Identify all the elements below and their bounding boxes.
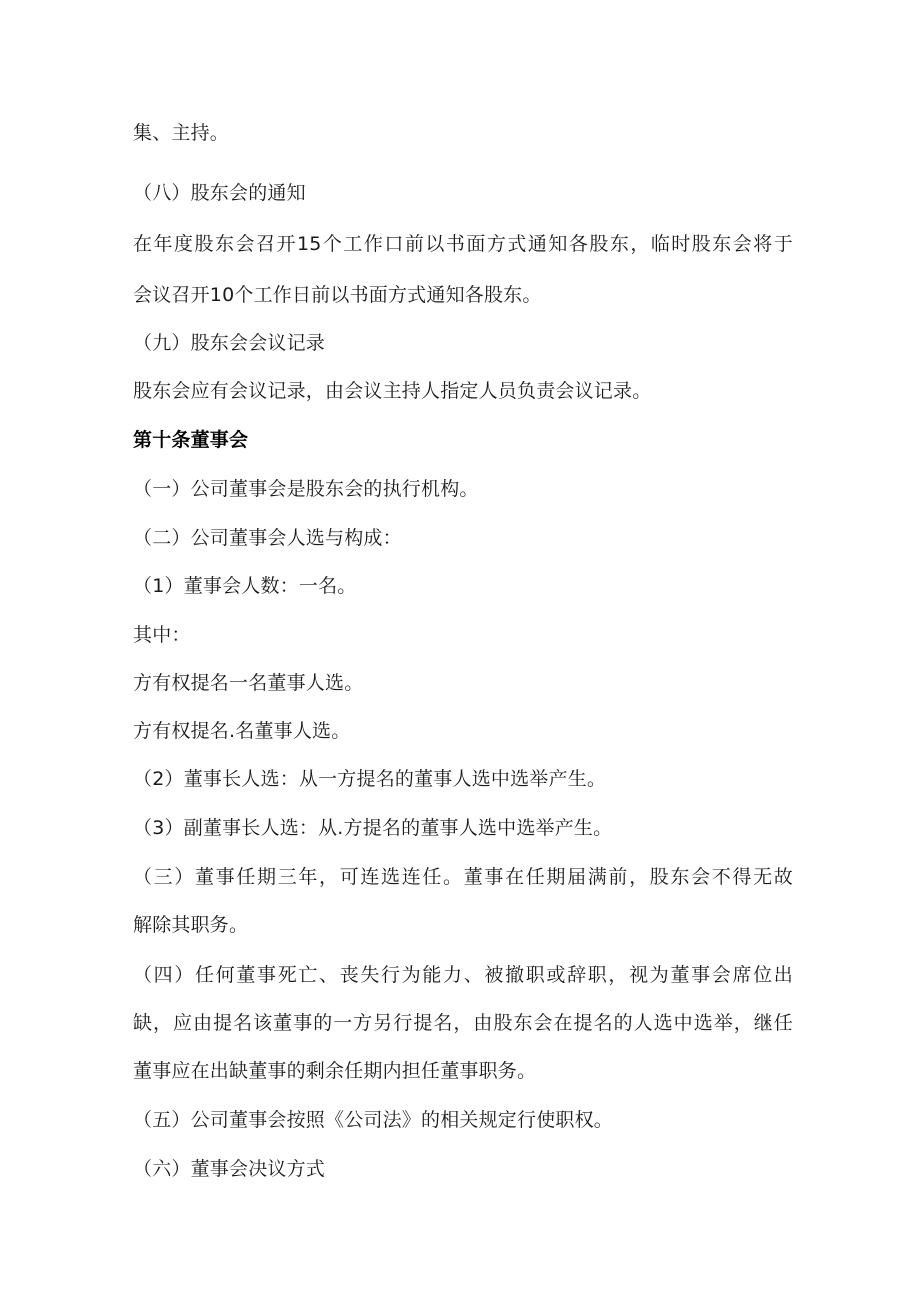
text-line: 会议召开10个工作日前以书面方式通知各股东。 (133, 284, 542, 306)
section-heading: （九）股东会会议记录 (133, 332, 326, 354)
text-line: （一）公司董事会是股东会的执行机构。 (133, 478, 479, 500)
text-line: （五）公司董事会按照《公司法》的相关规定行使职权。 (133, 1109, 614, 1131)
text-line: （二）公司董事会人选与构成： (133, 527, 402, 549)
text-line: 董事应在出缺董事的剩余任期内担任董事职务。 (133, 1060, 537, 1082)
text-line: 方有权提名.名董事人选。 (133, 720, 351, 742)
text-line: 缺，应由提名该董事的一方另行提名，由股东会在提名的人选中选举，继任 (133, 1012, 793, 1034)
text-line: （3）副董事长人选：从.方提名的董事人选中选举产生。 (133, 817, 613, 839)
text-line: 解除其职务。 (133, 914, 249, 936)
text-line: 其中： (133, 624, 191, 646)
text-line: （四）任何董事死亡、丧失行为能力、被撤职或辞职，视为董事会席位出 (133, 964, 793, 986)
text-line: （1）董事会人数：一名。 (133, 575, 357, 597)
section-heading: （八）股东会的通知 (133, 182, 306, 204)
text-line: 股东会应有会议记录，由会议主持人指定人员负责会议记录。 (133, 380, 652, 402)
text-line: 集、主持。 (133, 122, 230, 144)
text-line: （三）董事任期三年，可连选连任。董事在任期届满前，股东会不得无故 (133, 866, 793, 888)
section-heading: （六）董事会决议方式 (133, 1158, 326, 1180)
text-line: 方有权提名一名董事人选。 (133, 672, 364, 694)
text-line: （2）董事长人选：从一方提名的董事人选中选举产生。 (133, 768, 607, 790)
text-line: 在年度股东会召开15个工作口前以书面方式通知各股东，临时股东会将于 (133, 233, 793, 255)
article-title: 第十条董事会 (133, 429, 249, 451)
